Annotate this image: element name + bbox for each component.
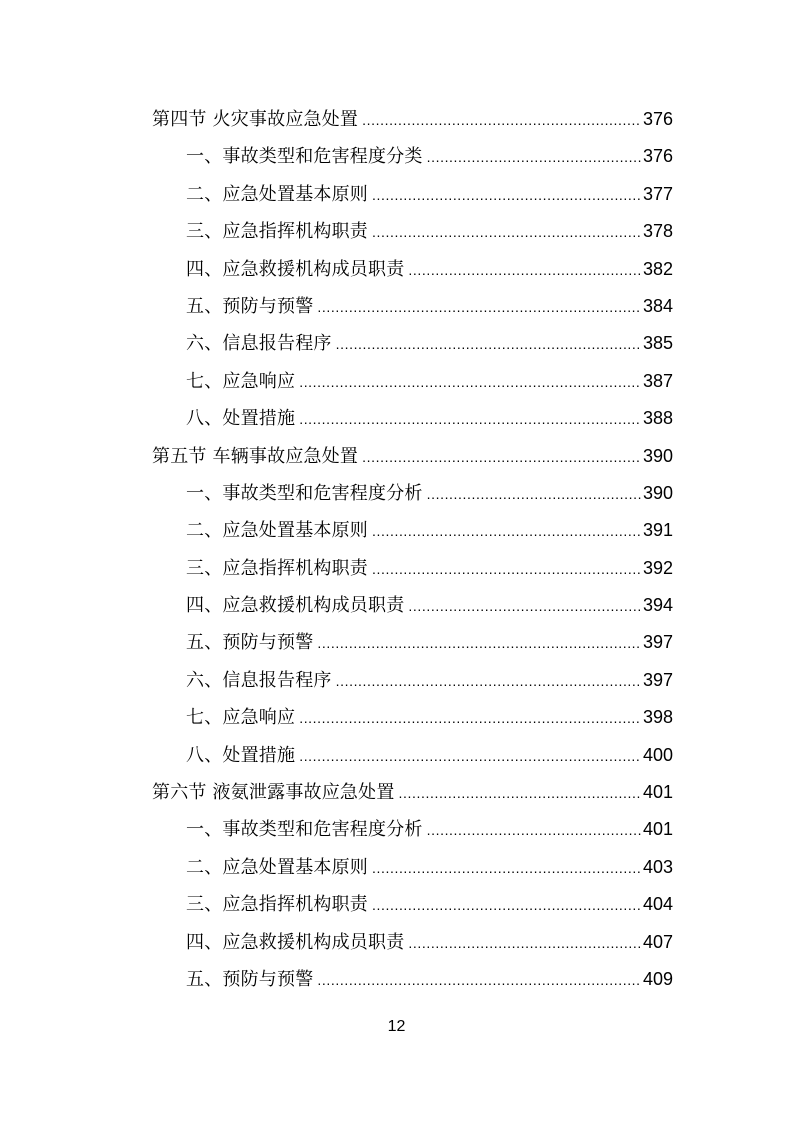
toc-entry-label: 第五节 车辆事故应急处置 xyxy=(152,445,359,467)
toc-entry-page-number: 398 xyxy=(642,707,673,728)
toc-entry-label: 一、事故类型和危害程度分类 xyxy=(186,146,423,168)
toc-entry-label: 七、应急响应 xyxy=(186,707,296,729)
toc-dot-leader xyxy=(317,289,641,326)
toc-entry-page-number: 378 xyxy=(642,221,673,242)
toc-dot-leader xyxy=(336,326,641,363)
toc-entry-label: 三、应急指挥机构职责 xyxy=(186,221,368,243)
toc-entry-label: 四、应急救援机构成员职责 xyxy=(186,258,405,280)
toc-entry-label: 第四节 火灾事故应急处置 xyxy=(152,109,359,130)
toc-entry-page-number: 403 xyxy=(642,856,673,877)
toc-entry-page-number: 394 xyxy=(642,595,673,616)
toc-entry-page-number: 400 xyxy=(642,744,673,765)
toc-dot-leader xyxy=(317,625,641,662)
toc-entry-page-number: 404 xyxy=(642,894,673,915)
toc-dot-leader xyxy=(372,850,641,887)
toc-subsection-entry[interactable] xyxy=(152,138,673,175)
toc-dot-leader xyxy=(399,775,641,812)
toc-entry-page-number: 409 xyxy=(642,968,673,989)
toc-subsection-entry[interactable] xyxy=(152,699,673,736)
toc-dot-leader xyxy=(408,588,641,625)
toc-subsection-entry[interactable] xyxy=(152,400,673,437)
toc-entry-label: 五、预防与预警 xyxy=(186,968,314,990)
toc-dot-leader xyxy=(427,812,641,849)
toc-entry-label: 八、处置措施 xyxy=(186,408,296,430)
toc-entry-page-number: 407 xyxy=(642,931,673,952)
toc-subsection-entry[interactable] xyxy=(152,325,673,362)
toc-dot-leader xyxy=(372,887,641,924)
page-number: 12 xyxy=(387,1018,406,1035)
toc-subsection-entry[interactable] xyxy=(152,624,673,661)
toc-dot-leader xyxy=(299,401,641,438)
toc-entry-label: 四、应急救援机构成员职责 xyxy=(186,931,405,953)
toc-subsection-entry[interactable] xyxy=(152,475,673,512)
toc-dot-leader xyxy=(299,738,641,775)
toc-entry-page-number: 401 xyxy=(642,819,673,840)
toc-subsection-entry[interactable] xyxy=(152,363,673,400)
toc-entry-label: 一、事故类型和危害程度分析 xyxy=(186,819,423,841)
toc-subsection-entry[interactable] xyxy=(152,550,673,587)
toc-subsection-entry[interactable] xyxy=(152,737,673,774)
toc-entry-label: 二、应急处置基本原则 xyxy=(186,520,368,542)
table-of-contents xyxy=(152,101,673,998)
toc-dot-leader xyxy=(317,962,641,999)
toc-entry-page-number: 390 xyxy=(642,445,673,466)
toc-entry-page-number: 397 xyxy=(642,632,673,653)
toc-entry-page-number: 376 xyxy=(642,109,673,129)
toc-dot-leader xyxy=(299,700,641,737)
toc-entry-label: 二、应急处置基本原则 xyxy=(186,856,368,878)
toc-entry-page-number: 390 xyxy=(642,482,673,503)
toc-entry-label: 六、信息报告程序 xyxy=(186,333,332,355)
toc-subsection-entry[interactable] xyxy=(152,251,673,288)
toc-entry-page-number: 384 xyxy=(642,295,673,316)
toc-entry-label: 八、处置措施 xyxy=(186,744,296,766)
toc-dot-leader xyxy=(427,476,641,513)
toc-subsection-entry[interactable] xyxy=(152,961,673,998)
toc-dot-leader xyxy=(362,439,641,476)
toc-entry-label: 第六节 液氨泄露事故应急处置 xyxy=(152,782,395,804)
toc-section-entry[interactable] xyxy=(152,774,673,811)
toc-dot-leader xyxy=(299,364,641,401)
toc-entry-page-number: 382 xyxy=(642,258,673,279)
toc-dot-leader xyxy=(336,663,641,700)
toc-subsection-entry[interactable] xyxy=(152,288,673,325)
toc-entry-label: 五、预防与预警 xyxy=(186,295,314,317)
toc-entry-page-number: 377 xyxy=(642,183,673,204)
toc-subsection-entry[interactable] xyxy=(152,886,673,923)
toc-dot-leader xyxy=(408,252,641,289)
toc-subsection-entry[interactable] xyxy=(152,924,673,961)
toc-entry-label: 三、应急指挥机构职责 xyxy=(186,557,368,579)
toc-section-entry[interactable] xyxy=(152,438,673,475)
toc-entry-page-number: 391 xyxy=(642,520,673,541)
toc-entry-label: 五、预防与预警 xyxy=(186,632,314,654)
toc-entry-label: 六、信息报告程序 xyxy=(186,669,332,691)
toc-dot-leader xyxy=(408,925,641,962)
toc-entry-page-number: 385 xyxy=(642,333,673,354)
toc-entry-page-number: 401 xyxy=(642,782,673,803)
toc-entry-label: 二、应急处置基本原则 xyxy=(186,183,368,205)
toc-dot-leader xyxy=(372,551,641,588)
toc-subsection-entry[interactable] xyxy=(152,587,673,624)
toc-subsection-entry[interactable] xyxy=(152,849,673,886)
toc-entry-label: 三、应急指挥机构职责 xyxy=(186,894,368,916)
toc-entry-label: 一、事故类型和危害程度分析 xyxy=(186,482,423,504)
toc-subsection-entry[interactable] xyxy=(152,512,673,549)
toc-dot-leader xyxy=(362,102,641,139)
toc-dot-leader xyxy=(427,139,641,176)
toc-dot-leader xyxy=(372,513,641,550)
toc-entry-page-number: 388 xyxy=(642,408,673,429)
toc-entry-page-number: 397 xyxy=(642,669,673,690)
toc-dot-leader xyxy=(372,177,641,214)
toc-subsection-entry[interactable] xyxy=(152,811,673,848)
toc-entry-page-number: 376 xyxy=(642,146,673,167)
toc-subsection-entry[interactable] xyxy=(152,176,673,213)
toc-entry-page-number: 392 xyxy=(642,557,673,578)
toc-entry-page-number: 387 xyxy=(642,370,673,391)
toc-dot-leader xyxy=(372,214,641,251)
toc-section-entry[interactable] xyxy=(152,101,673,138)
toc-subsection-entry[interactable] xyxy=(152,213,673,250)
toc-entry-label: 四、应急救援机构成员职责 xyxy=(186,595,405,617)
toc-subsection-entry[interactable] xyxy=(152,662,673,699)
toc-entry-label: 七、应急响应 xyxy=(186,370,296,392)
